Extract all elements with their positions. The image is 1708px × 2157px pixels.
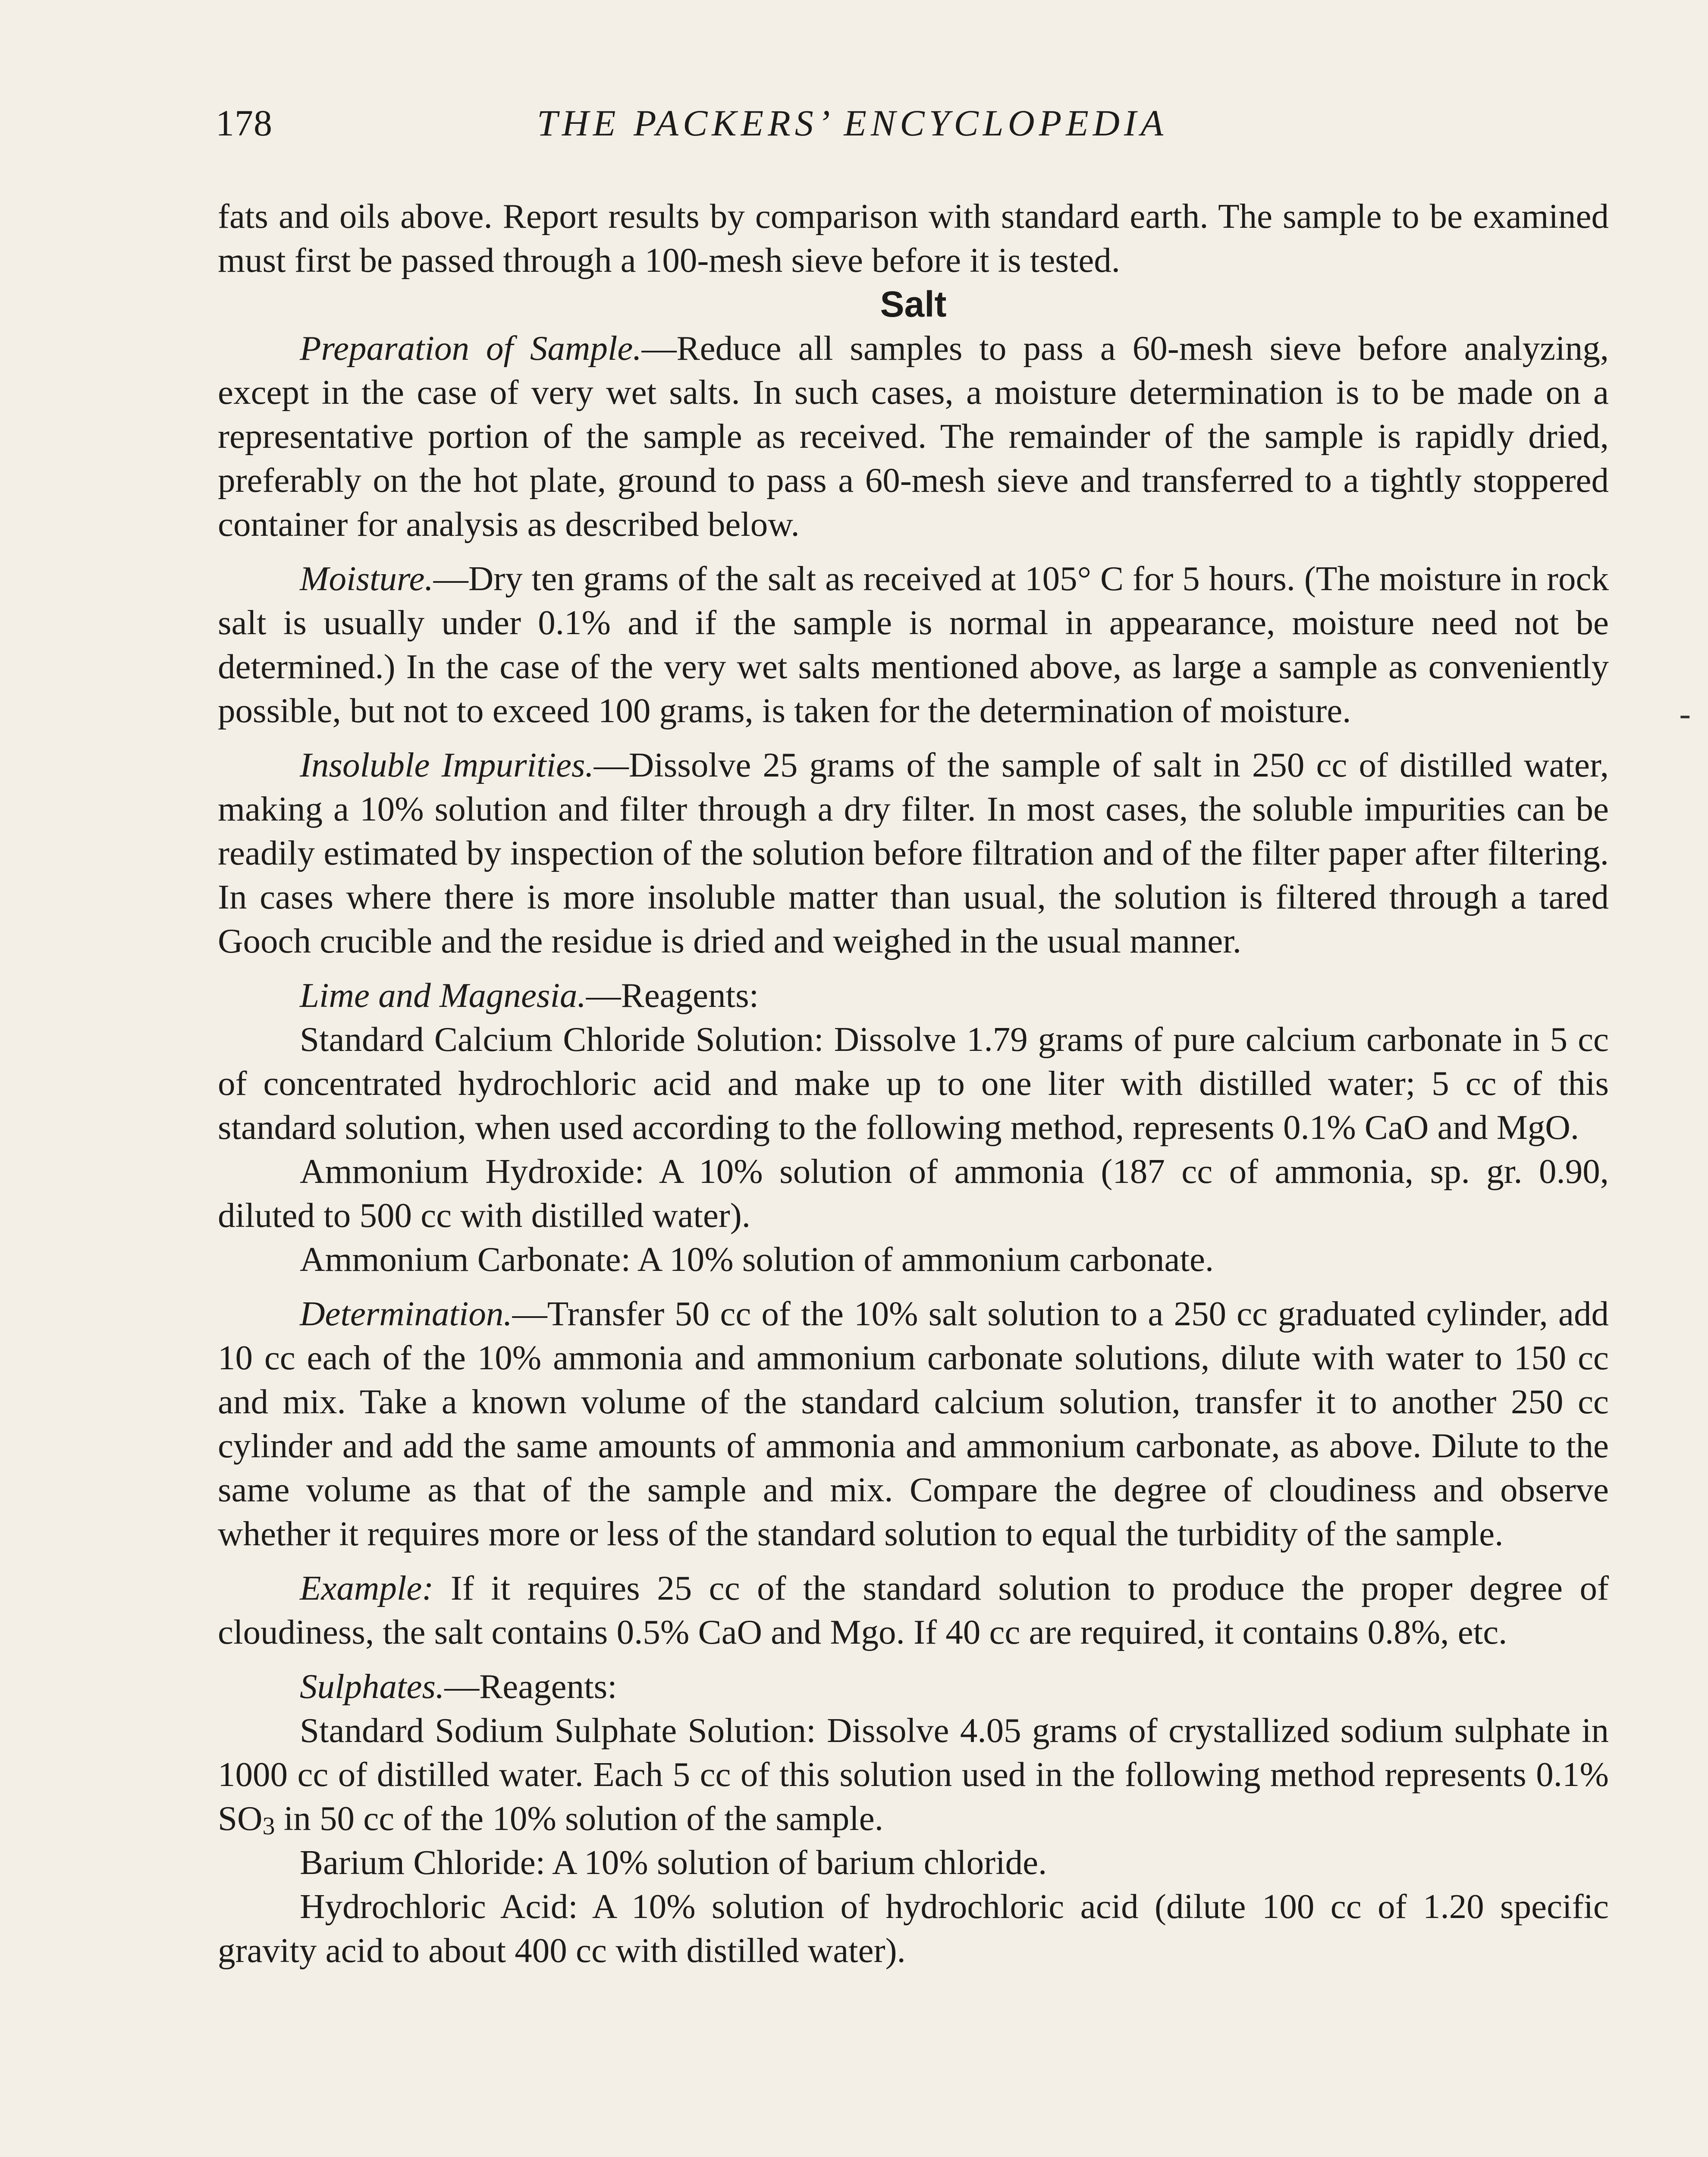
text-moisture: —Dry ten grams of the salt as received at 105° C for 5 hours. (The moisture in rock salt is usually under 0.1% and if the sample is normal in appearance, moisture need not be determined.) In the case of the very wet salts mentioned above, as large a sample as conveniently possible, but not to exceed 100 grams, is taken for the determination of moisture. xyxy=(218,559,1609,730)
paragraph-example xyxy=(218,1566,1609,1654)
paragraph-sulphates xyxy=(218,1664,1609,1708)
paragraph-lime-magnesia xyxy=(218,973,1609,1017)
running-head: THE PACKERS’ ENCYCLOPEDIA xyxy=(537,102,1168,144)
text-determination: —Transfer 50 cc of the 10% salt solution to a 250 cc graduated cylinder, add 10 cc each of the 10% ammonia and ammonium carbonate solutions, dilute with water to 150 cc and mix. Take a known volume of the standard calcium solution, transfer it to another 250 cc cylinder and add the same amounts of ammonia and ammonium carbonate, as above. Dilute to the same volume as that of the sample and mix. Compare the degree of cloudiness and observe whether it requires more or less of the standard solution to equal the turbidity of the sample. xyxy=(218,1294,1609,1553)
page-number: 178 xyxy=(216,102,273,144)
margin-dash: - xyxy=(1679,695,1691,733)
label-lime-magnesia: Lime and Magnesia. xyxy=(300,976,586,1015)
reagent-barium-chloride: Barium Chloride: A 10% solution of barium chloride. xyxy=(300,1843,1047,1882)
paragraph-determination xyxy=(218,1292,1609,1556)
reagent-calcium-chloride: Standard Calcium Chloride Solution: Dissolve 1.79 grams of pure calcium carbonate in 5 cc of concentrated hydrochloric acid and make up to one liter with distilled water; 5 cc of this standard solution, when used according to the following method, represents 0.1% CaO and MgO. xyxy=(218,1020,1609,1147)
text-preparation: —Reduce all samples to pass a 60-mesh sieve before analyzing, except in the case of very wet salts. In such cases, a moisture determination is to be made on a representative portion of the sample as received. The remainder of the sample is rapidly dried, preferably on the hot plate, ground to pass a 60-mesh sieve and transferred to a tightly stoppered container for analysis as described below. xyxy=(218,329,1609,544)
reagent-sodium-sulphate-tail: in 50 cc of the 10% solution of the sample. xyxy=(275,1799,884,1838)
reagent-ammonium-hydroxide: Ammonium Hydroxide: A 10% solution of ammonia (187 cc of ammonia, sp. gr. 0.90, diluted to 500 cc with distilled water). xyxy=(218,1152,1609,1235)
paragraph-preparation xyxy=(218,326,1609,546)
text-lime-magnesia: —Reagents: xyxy=(586,976,759,1015)
text-example: If it requires 25 cc of the standard solution to produce the proper degree of cloudiness, the salt contains 0.5% CaO and Mgo. If 40 cc are required, it contains 0.8%, etc. xyxy=(218,1569,1609,1651)
page-header xyxy=(216,101,1617,157)
intro-paragraph: fats and oils above. Report results by comparison with standard earth. The sample to be examined must first be passed through a 100-mesh sieve before it is tested. xyxy=(218,197,1609,280)
text-sulphates: —Reagents: xyxy=(444,1667,617,1706)
paragraph-insoluble xyxy=(218,743,1609,963)
label-preparation: Preparation of Sample. xyxy=(300,329,642,368)
section-heading-salt: Salt xyxy=(880,284,947,324)
text-insoluble: —Dissolve 25 grams of the sample of salt in 250 cc of distilled water, making a 10% solution and filter through a dry filter. In most cases, the soluble impurities can be readily estimated by inspection of the solution before filtration and of the filter paper after filtering. In cases where there is more insoluble matter than usual, the solution is filtered through a tared Gooch crucible and the residue is dried and weighed in the usual manner. xyxy=(218,745,1609,960)
label-insoluble: Insoluble Impurities. xyxy=(300,745,594,784)
reagent-hydrochloric-acid: Hydrochloric Acid: A 10% solution of hydrochloric acid (dilute 100 cc of 1.20 specific gravity acid to about 400 cc with distilled water). xyxy=(218,1887,1609,1970)
label-moisture: Moisture. xyxy=(300,559,433,598)
page-body xyxy=(218,194,1609,1972)
reagent-ammonium-carbonate: Ammonium Carbonate: A 10% solution of ammonium carbonate. xyxy=(300,1240,1214,1279)
label-determination: Determination. xyxy=(300,1294,512,1333)
reagent-sodium-sulphate-text: Standard Sodium Sulphate Solution: Dissolve 4.05 grams of crystallized sodium sulphate in 1000 cc of distilled water. Each 5 cc of this solution used in the following method represents 0.1% SO xyxy=(218,1711,1609,1838)
label-example: Example: xyxy=(300,1569,434,1607)
reagent-sodium-sulphate xyxy=(218,1708,1609,1840)
label-sulphates: Sulphates. xyxy=(300,1667,445,1706)
subscript-three: 3 xyxy=(262,1812,275,1840)
paragraph-moisture xyxy=(218,557,1609,733)
